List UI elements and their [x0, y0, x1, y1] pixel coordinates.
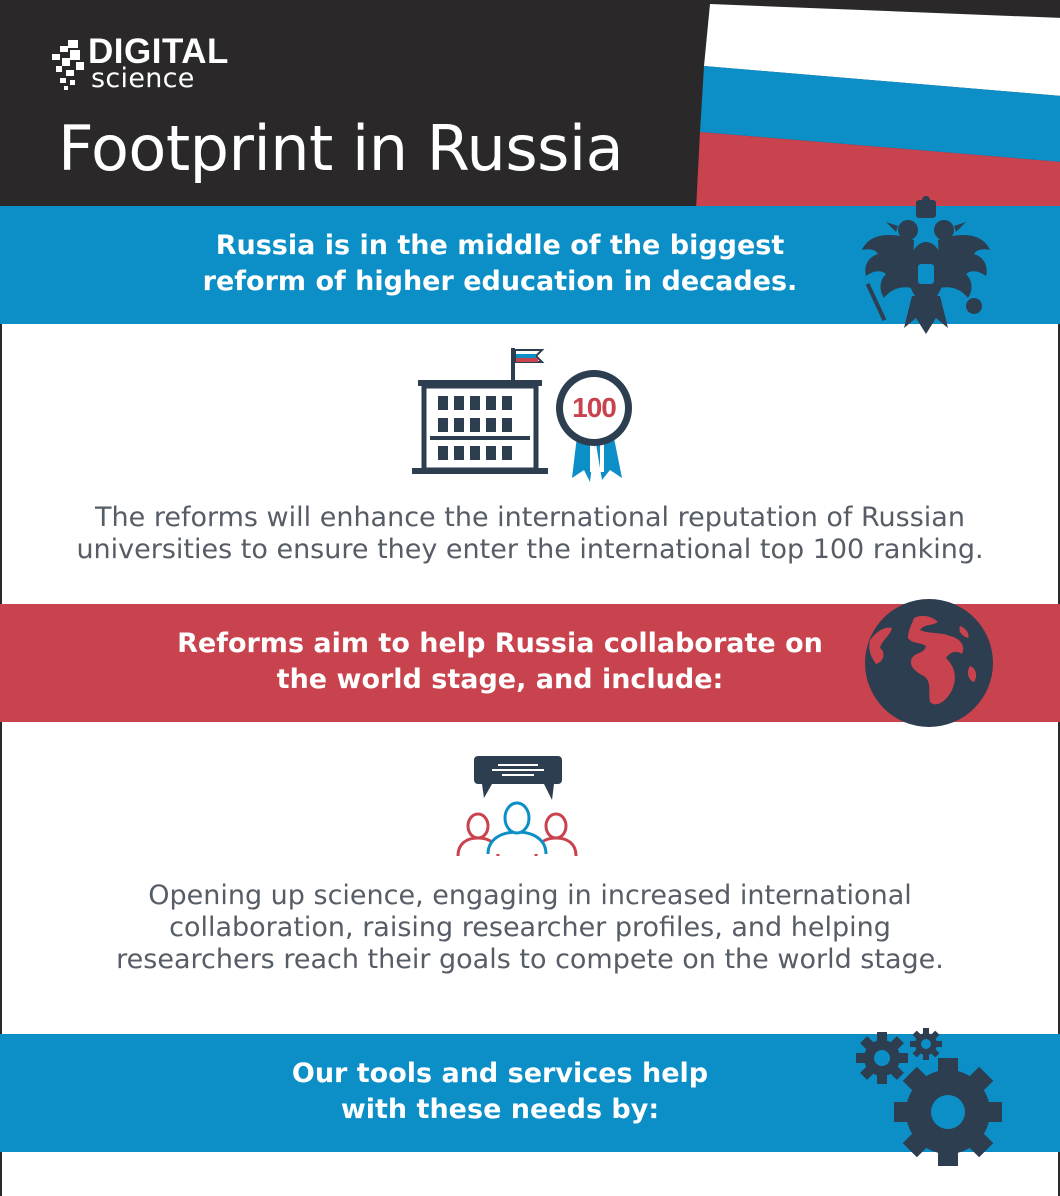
- opening-line-3: researchers reach their goals to compete on the world stage.: [116, 944, 944, 975]
- reform-banner-text: [0, 228, 1000, 300]
- double-headed-eagle-icon: [856, 196, 996, 338]
- reform-line-2: reform of higher education in decades.: [202, 266, 798, 297]
- tools-line-1: Our tools and services help: [291, 1058, 709, 1089]
- people-discussion-icon: [452, 754, 582, 858]
- award-badge-number: 100: [572, 392, 616, 423]
- collaborate-line-2: the world stage, and include:: [276, 664, 724, 695]
- page-title: Footprint in Russia: [58, 112, 624, 185]
- reputation-line-1: The reforms will enhance the international reputation of Russian: [95, 502, 965, 533]
- russian-flag-icon: [690, 0, 1060, 206]
- globe-icon: [862, 596, 996, 730]
- tools-line-2: with these needs by:: [340, 1094, 660, 1125]
- award-ribbon-icon: [550, 366, 640, 482]
- gears-icon: [856, 1026, 1002, 1166]
- collaborate-banner-text: [0, 626, 1000, 698]
- university-building-icon: [410, 346, 550, 478]
- opening-text: [0, 880, 1060, 976]
- logo-digital-text: DIGITAL: [88, 32, 229, 71]
- reputation-text: [0, 502, 1060, 566]
- header: [0, 0, 1060, 206]
- digital-science-logo-mark: [52, 40, 92, 92]
- opening-line-1: Opening up science, engaging in increased international: [148, 880, 912, 911]
- tools-banner-text: [0, 1056, 1000, 1128]
- reputation-line-2: universities to ensure they enter the international top 100 ranking.: [76, 534, 984, 565]
- logo-science-text: science: [91, 63, 195, 94]
- reform-line-1: Russia is in the middle of the biggest: [215, 230, 785, 261]
- opening-line-2: collaboration, raising researcher profiles, and helping: [169, 912, 891, 943]
- collaborate-line-1: Reforms aim to help Russia collaborate on: [177, 628, 823, 659]
